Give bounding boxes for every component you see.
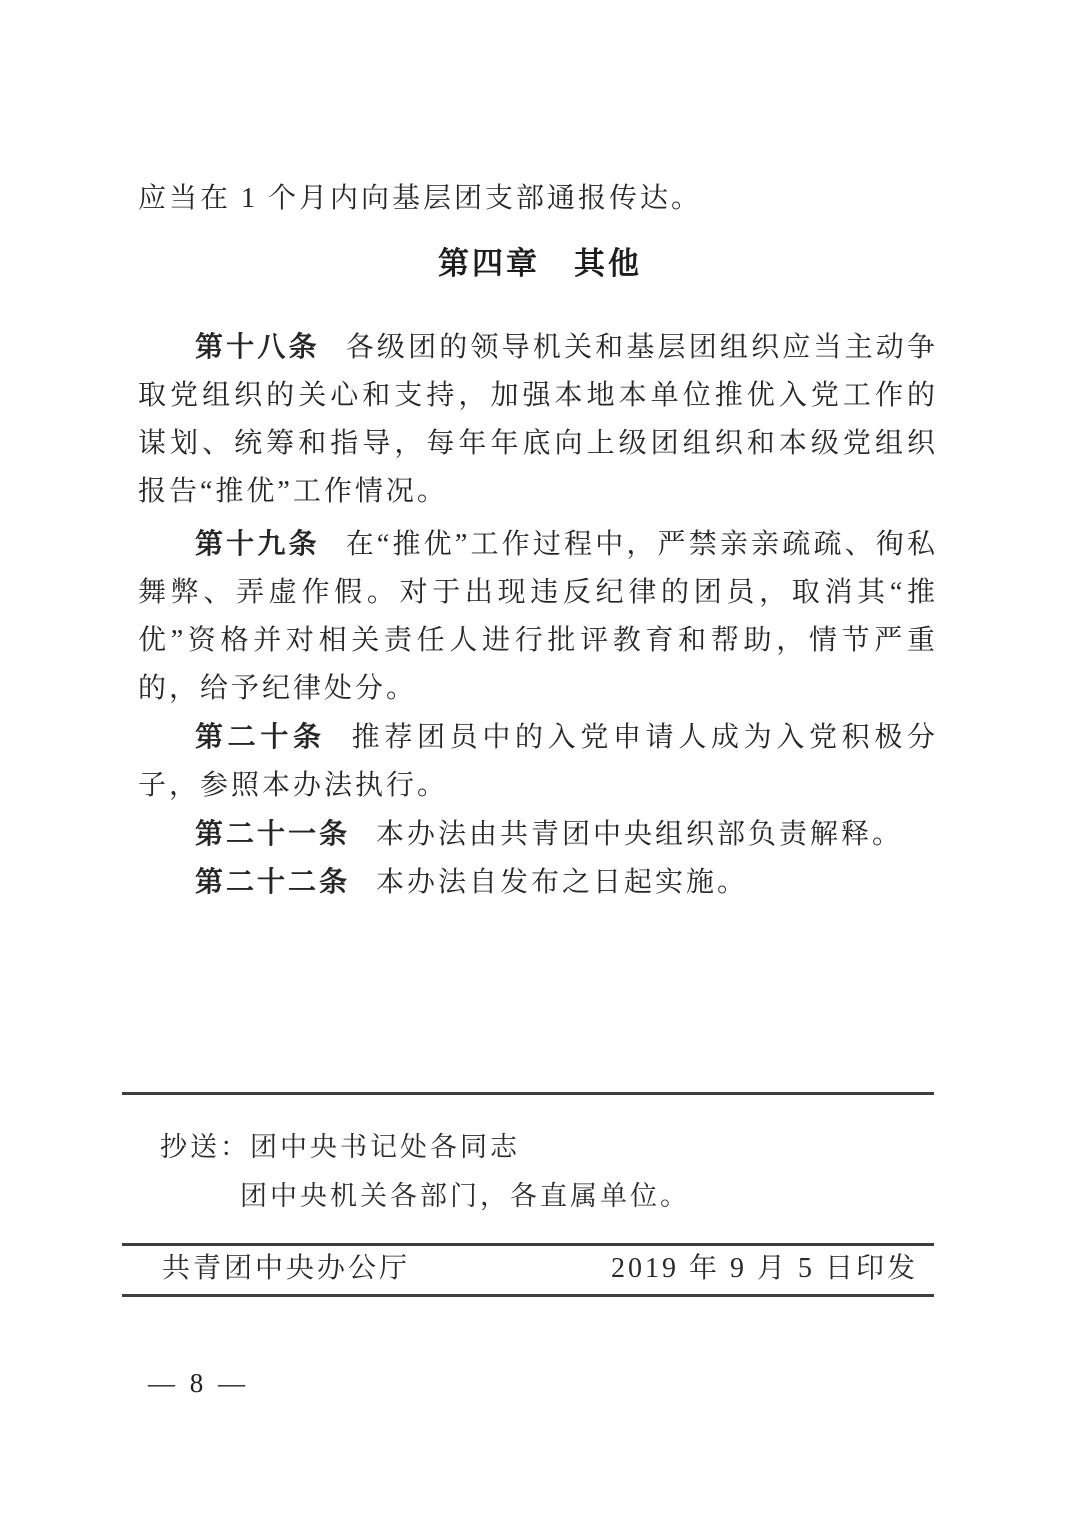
article-number: 第二十二条: [195, 866, 351, 897]
page-number: — 8 —: [148, 1368, 249, 1398]
copy-to-label: 抄送：: [160, 1132, 250, 1162]
article-text: 本办法自发布之日起实施。: [376, 867, 749, 898]
issuer-name: 共青团中央办公厅: [162, 1253, 411, 1284]
chapter-heading: 第四章 其他: [438, 246, 642, 281]
article-paragraph-21: [138, 810, 938, 859]
article-text: 在“推优”工作过程中，严禁亲亲疏疏、徇私舞弊、弄虚作假。对于出现违反纪律的团员，取消其“推优”资格并对相关责任人进行批评教育和帮助，情节严重的，给予纪律处分。: [138, 529, 938, 704]
separator-rule-middle: [122, 1243, 934, 1246]
article-number: 第二十条: [195, 721, 326, 752]
article-paragraph-18: [138, 323, 938, 516]
separator-rule-top: [122, 1092, 934, 1095]
article-text: 本办法由共青团中央组织部负责解释。: [376, 819, 904, 850]
footer-band: [122, 1252, 934, 1286]
article-number: 第二十一条: [195, 818, 351, 849]
copy-to-recipient: 团中央书记处各同志: [250, 1132, 520, 1162]
article-number: 第十九条: [195, 528, 320, 559]
article-paragraph-20: [138, 713, 938, 810]
continuation-paragraph: 应当在 1 个月内向基层团支部通报传达。: [138, 183, 703, 214]
article-text: 各级团的领导机关和基层团组织应当主动争取党组织的关心和支持，加强本地本单位推优入党工作的谋划、统筹和指导，每年年底向上级团组织和本级党组织报告“推优”工作情况。: [138, 332, 938, 507]
copy-to-line-2: 团中央机关各部门，各直属单位。: [240, 1181, 690, 1211]
separator-rule-bottom: [122, 1294, 934, 1297]
copy-to-line-1: [160, 1123, 920, 1172]
article-paragraph-19: [138, 520, 938, 713]
article-text: 推荐团员中的入党申请人成为入党积极分子，参照本办法执行。: [138, 722, 938, 801]
print-date: 2019 年 9 月 5 日印发: [610, 1253, 918, 1284]
copy-to-block: [160, 1123, 920, 1221]
article-number: 第十八条: [195, 331, 320, 362]
article-paragraph-22: [138, 858, 938, 907]
